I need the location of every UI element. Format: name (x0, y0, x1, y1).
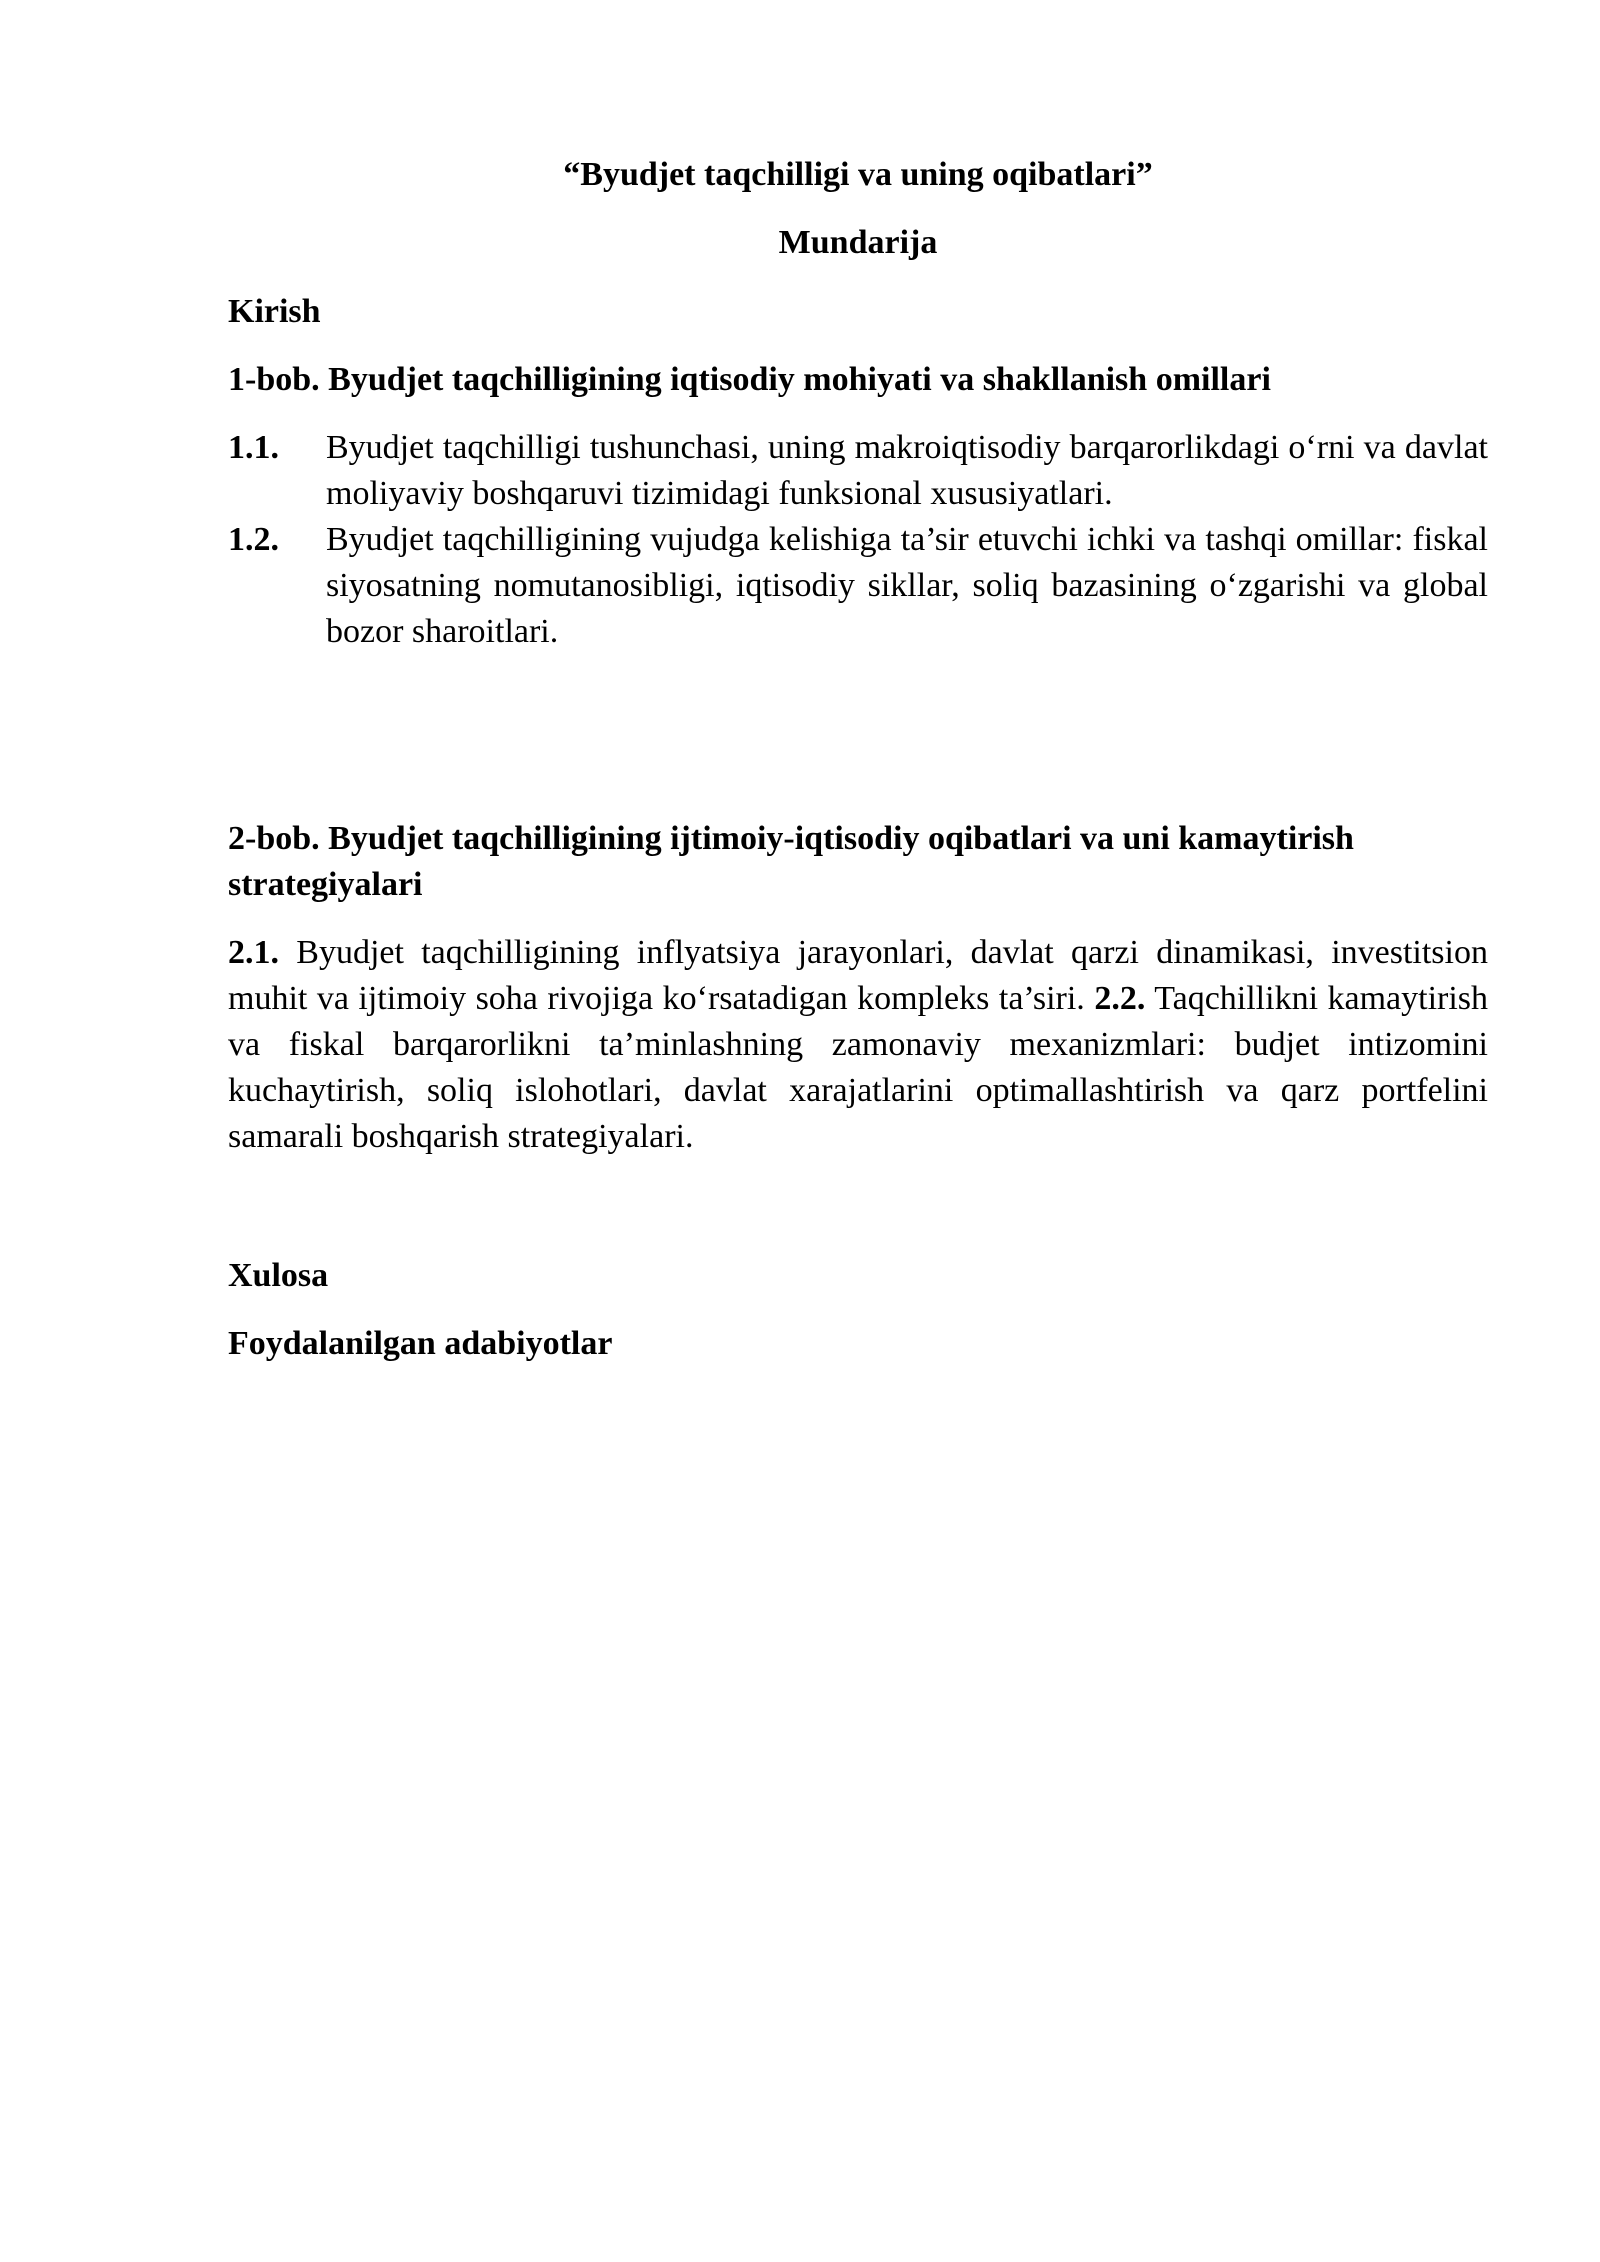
section-number: 1.1. (228, 429, 279, 466)
toc-heading: Mundarija (778, 224, 938, 261)
section-text: Taqchillikni kamaytirish va fiskal barqarorlikni ta’minlashning zamonaviy mexanizmlari: budjet intizomini kuchaytirish, soliq islohotlari, davlat xarajatlarini optimallashtirish va qarz portfelini samarali boshqarish strategiyalari. (228, 980, 1489, 1155)
toc-section-1-1 (228, 425, 1488, 517)
toc-chapter-2-heading: 2-bob. Byudjet taqchilligining ijtimoiy-iqtisodiy oqibatlari va uni kamaytirish strategiyalari (228, 820, 1354, 903)
toc-section-1-2 (228, 517, 1488, 655)
toc-chapter-1-heading: 1-bob. Byudjet taqchilligining iqtisodiy mohiyati va shakllanish omillari (228, 361, 1271, 398)
section-number: 2.1. (228, 934, 279, 971)
section-number: 1.2. (228, 521, 279, 558)
section-text: Byudjet taqchilligining inflyatsiya jarayonlari, davlat qarzi dinamikasi, investitsion muhit va ijtimoiy soha rivojiga ko‘rsatadigan kompleks ta’siri. (228, 934, 1488, 1017)
section-text: Byudjet taqchilligining vujudga kelishiga ta’sir etuvchi ichki va tashqi omillar: fiskal siyosatning nomutanosibligi, iqtisodiy sikllar, soliq bazasining o‘zgarishi va global bozor sharoitlari. (326, 521, 1488, 650)
toc-entry-conclusion: Xulosa (228, 1257, 329, 1294)
document-title: “Byudjet taqchilligi va uning oqibatlari” (563, 156, 1153, 193)
section-text: Byudjet taqchilligi tushunchasi, uning makroiqtisodiy barqarorlikdagi o‘rni va davlat moliyaviy boshqaruvi tizimidagi funksional xususiyatlari. (326, 429, 1488, 512)
toc-entry-references: Foydalanilgan adabiyotlar (228, 1325, 613, 1362)
section-number: 2.2. (1094, 980, 1146, 1017)
toc-entry-intro: Kirish (228, 293, 321, 330)
toc-chapter-2-sections (228, 930, 1488, 1160)
